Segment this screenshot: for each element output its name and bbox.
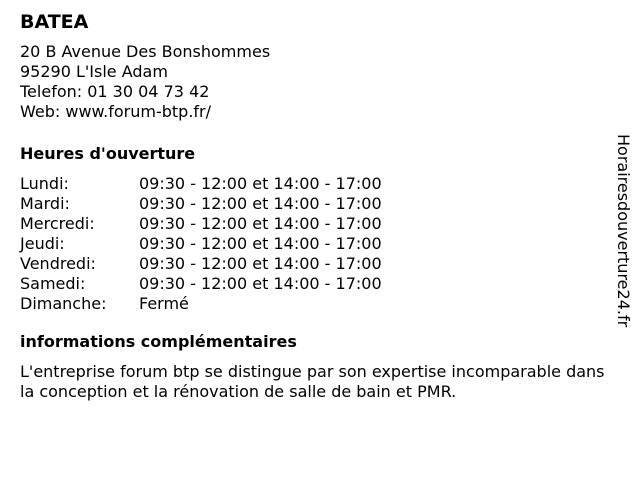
hours-time: 09:30 - 12:00 et 14:00 - 17:00 <box>139 234 382 253</box>
hours-time: 09:30 - 12:00 et 14:00 - 17:00 <box>139 174 382 193</box>
hours-row-wednesday <box>20 214 605 234</box>
hours-day: Jeudi: <box>20 234 65 253</box>
hours-day: Vendredi: <box>20 254 96 273</box>
hours-row-sunday <box>20 294 605 314</box>
hours-time: 09:30 - 12:00 et 14:00 - 17:00 <box>139 214 382 233</box>
hours-row-monday <box>20 174 605 194</box>
hours-row-saturday <box>20 274 605 294</box>
hours-day: Samedi: <box>20 274 86 293</box>
hours-day: Mardi: <box>20 194 70 213</box>
phone-line: Telefon: 01 30 04 73 42 <box>20 82 210 101</box>
info-description: L'entreprise forum btp se distingue par son expertise incomparable dans la conception et la rénovation de salle de bain et PMR. <box>20 362 605 401</box>
hours-day: Mercredi: <box>20 214 95 233</box>
hours-time: 09:30 - 12:00 et 14:00 - 17:00 <box>139 194 382 213</box>
hours-time: 09:30 - 12:00 et 14:00 - 17:00 <box>139 254 382 273</box>
web-line: Web: www.forum-btp.fr/ <box>20 102 212 121</box>
hours-table <box>20 174 605 314</box>
hours-time: Fermé <box>139 294 189 313</box>
address-line-2: 95290 L'Isle Adam <box>20 62 168 81</box>
hours-row-tuesday <box>20 194 605 214</box>
hours-row-thursday <box>20 234 605 254</box>
address-line-1: 20 B Avenue Des Bonshommes <box>20 42 271 61</box>
hours-day: Lundi: <box>20 174 69 193</box>
hours-heading: Heures d'ouverture <box>20 144 196 163</box>
hours-day: Dimanche: <box>20 294 107 313</box>
info-heading: informations complémentaires <box>20 332 297 351</box>
site-watermark: Horairesdouverture24.fr <box>614 134 633 328</box>
hours-row-friday <box>20 254 605 274</box>
business-name: BATEA <box>20 11 89 33</box>
hours-time: 09:30 - 12:00 et 14:00 - 17:00 <box>139 274 382 293</box>
business-card <box>20 10 605 402</box>
